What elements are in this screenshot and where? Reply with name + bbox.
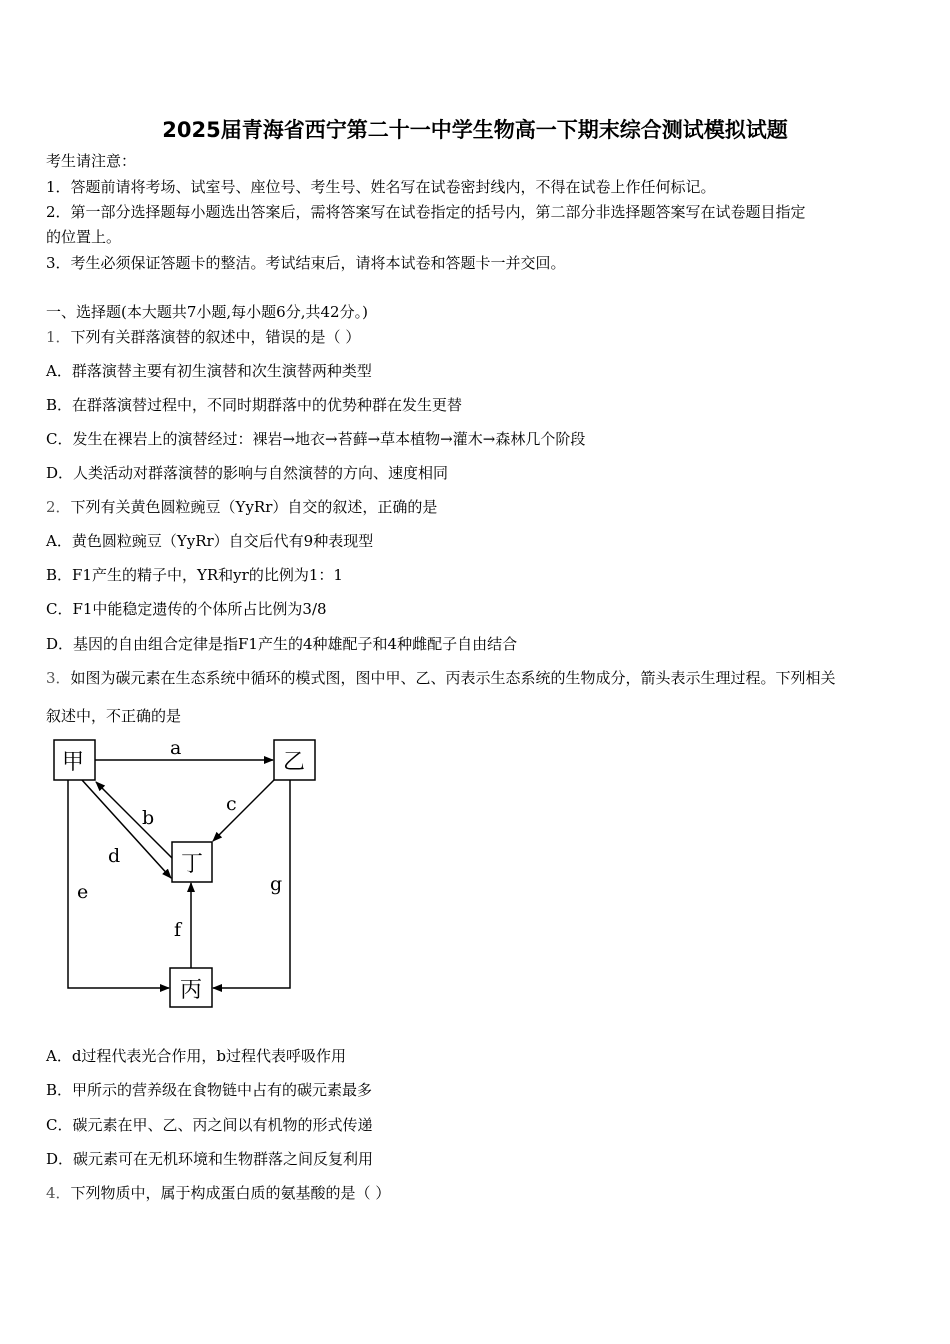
question-number: 1． [46, 328, 71, 346]
question-stem: 下列有关黄色圆粒豌豆（YyRr）自交的叙述，正确的是 [70, 498, 438, 516]
option-d: D．碳元素可在无机环境和生物群落之间反复利用 [46, 1150, 374, 1168]
option-c: C．F1中能稳定遗传的个体所占比例为3/8 [46, 600, 327, 618]
question-stem: 如图为碳元素在生态系统中循环的模式图，图中甲、乙、丙表示生态系统的生物成分，箭头表示生理过程。下列相关 [70, 669, 836, 687]
notice-item: 1．答题前请将考场、试室号、座位号、考生号、姓名写在试卷密封线内，不得在试卷上作任何标记。 [46, 178, 716, 196]
node-yi: 乙 [283, 750, 306, 775]
question-stem: 下列有关群落演替的叙述中，错误的是（ ） [70, 328, 361, 346]
question-4 [46, 1183, 390, 1203]
carbon-cycle-diagram [40, 730, 340, 1020]
notice-heading: 考生请注意： [46, 152, 137, 170]
label-c: c [226, 793, 237, 815]
notice-item: 2．第一部分选择题每小题选出答案后，需将答案写在试卷指定的括号内，第二部分非选择题答案写在试卷题目指定 [46, 203, 806, 221]
notice-item: 3．考生必须保证答题卡的整洁。考试结束后，请将本试卷和答题卡一并交回。 [46, 254, 566, 272]
question-2 [46, 497, 437, 517]
label-d: d [108, 845, 121, 867]
label-g: g [270, 873, 283, 895]
node-bing: 丙 [180, 978, 203, 1003]
question-stem: 下列物质中，属于构成蛋白质的氨基酸的是（ ） [70, 1184, 391, 1202]
node-jia: 甲 [62, 750, 85, 775]
arrow-c [213, 780, 274, 841]
option-a: A．黄色圆粒豌豆（YyRr）自交后代有9种表现型 [46, 532, 374, 550]
option-b: B．F1产生的精子中，YR和yr的比例为1：1 [46, 566, 343, 584]
question-number: 3． [46, 669, 71, 687]
option-b: B．甲所示的营养级在食物链中占有的碳元素最多 [46, 1081, 373, 1099]
label-f: f [174, 919, 182, 941]
option-d: D．基因的自由组合定律是指F1产生的4种雄配子和4种雌配子自由结合 [46, 635, 518, 653]
question-number: 4． [46, 1184, 71, 1202]
question-number: 2． [46, 498, 71, 516]
option-a: A．群落演替主要有初生演替和次生演替两种类型 [46, 362, 372, 380]
arrow-d [82, 780, 171, 878]
section-heading: 一、选择题(本大题共7小题,每小题6分,共42分。) [46, 303, 368, 321]
page-title: 2025届青海省西宁第二十一中学生物高一下期末综合测试模拟试题 [162, 118, 788, 142]
option-c: C．碳元素在甲、乙、丙之间以有机物的形式传递 [46, 1116, 373, 1134]
label-b: b [142, 807, 155, 829]
option-a: A．d过程代表光合作用，b过程代表呼吸作用 [46, 1047, 347, 1065]
question-1 [46, 327, 360, 347]
option-c: C．发生在裸岩上的演替经过：裸岩→地衣→苔藓→草本植物→灌木→森林几个阶段 [46, 430, 586, 448]
question-3 [46, 668, 836, 688]
option-b: B．在群落演替过程中，不同时期群落中的优势种群在发生更替 [46, 396, 463, 414]
notice-item: 的位置上。 [46, 228, 122, 246]
option-d: D．人类活动对群落演替的影响与自然演替的方向、速度相同 [46, 464, 449, 482]
label-e: e [77, 881, 89, 903]
node-ding: 丁 [181, 852, 204, 877]
question-stem-continued: 叙述中，不正确的是 [46, 707, 182, 725]
label-a: a [170, 737, 182, 759]
